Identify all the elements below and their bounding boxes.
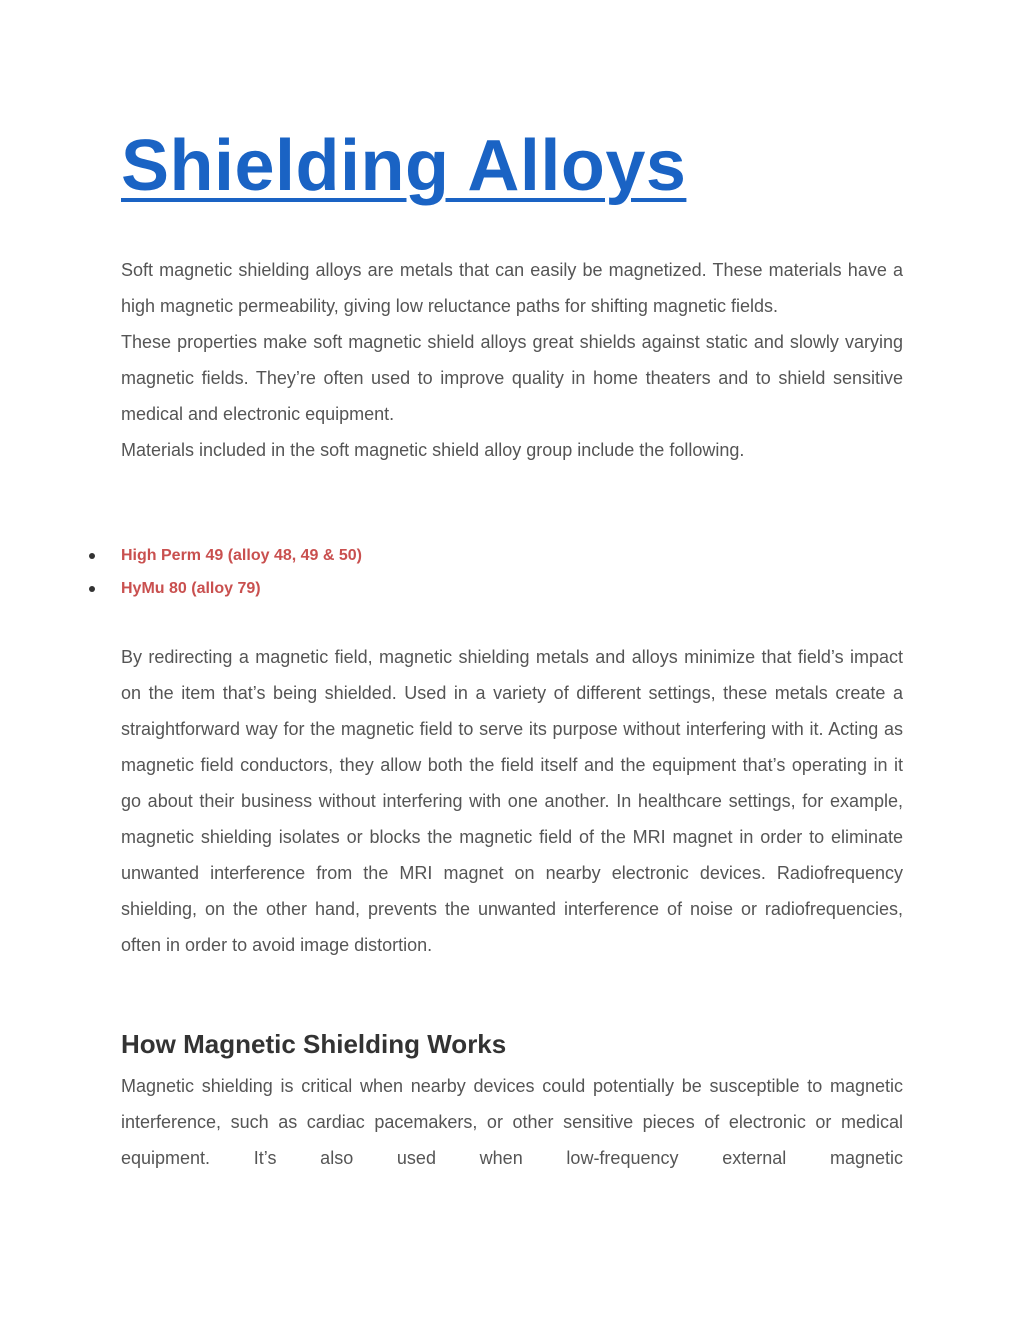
alloy-link-high-perm-49[interactable]: High Perm 49 (alloy 48, 49 & 50) [121,547,362,564]
list-item [0,541,600,574]
alloy-link-hymu-80[interactable]: HyMu 80 (alloy 79) [121,580,261,597]
intro-paragraph-1: Soft magnetic shielding alloys are metals that can easily be magnetized. These materials have a high magnetic permeability, giving low reluctance paths for shifting magnetic fields. [121,260,903,316]
intro-section [121,252,903,468]
page-title[interactable] [121,124,686,208]
list-item [0,574,600,607]
page-title-link[interactable]: Shielding Alloys [121,126,687,206]
section-paragraph: Magnetic shielding is critical when nearby devices could potentially be susceptible to magnetic interference, such as cardiac pacemakers, or other sensitive pieces of electronic or medical equipment. It’s also used when low-frequency external magnetic [121,1076,903,1168]
section-heading: How Magnetic Shielding Works [121,1029,507,1059]
bullet-icon [89,586,95,592]
intro-paragraph-3: Materials included in the soft magnetic shield alloy group include the following. [121,440,745,460]
body-paragraph: By redirecting a magnetic field, magnetic shielding metals and alloys minimize that field’s impact on the item that’s being shielded. Used in a variety of different settings, these metals create a straightforward way for the magnetic field to serve its purpose without interfering with it. Acting as magnetic field conductors, they allow both the field itself and the equipment that’s operating in it go about their business without interfering with one another. In healthcare settings, for example, magnetic shielding isolates or blocks the magnetic field of the MRI magnet in order to eliminate unwanted interference from the MRI magnet on nearby electronic devices. Radiofrequency shielding, on the other hand, prevents the unwanted interference of noise or radiofrequencies, often in order to avoid image distortion. [121,647,903,955]
intro-paragraph-2: These properties make soft magnetic shield alloys great shields against static and slowly varying magnetic fields. They’re often used to improve quality in home theaters and to shield sensitive medical and electronic equipment. [121,332,903,424]
bullet-icon [89,553,95,559]
alloy-list [0,541,600,607]
